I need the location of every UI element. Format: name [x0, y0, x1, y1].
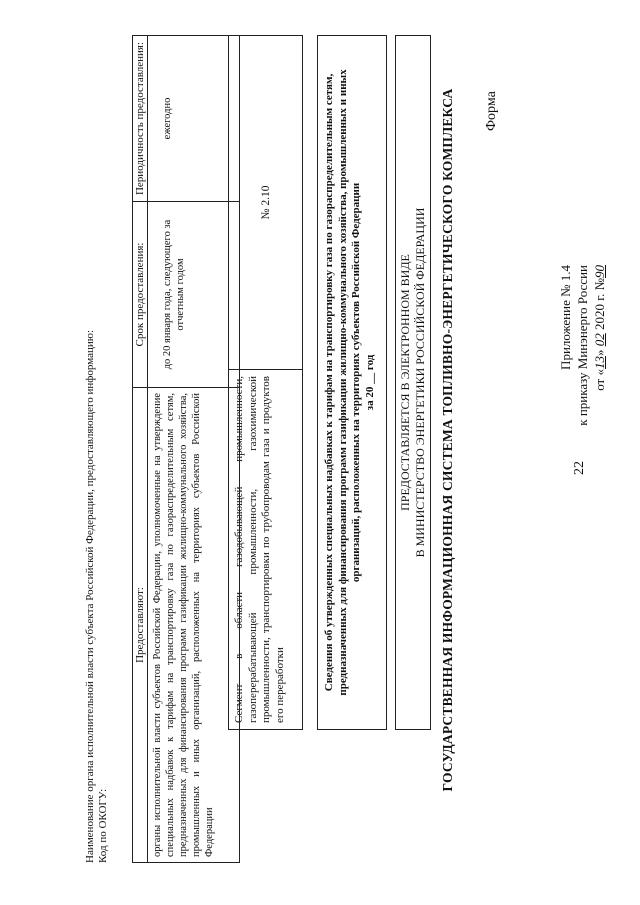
col-providers — [133, 387, 239, 862]
info-title: Сведения об утвержденных специальных надбавках к тарифам на транспортировку газа по газораспределительным сетям, предназначенных для финансирования программ газификации жилищно-коммунального хозяйства, промышленных и иных организаций, расположенных на территориях субъектов Российской Федерации — [323, 69, 362, 696]
footer-block — [84, 33, 110, 863]
segment-text: Сегмент в области газодобывающей промышленности, газоперерабатывающей промышленности, газохимической промышленности, транспортировки по трубопроводам газа и продуктов его переработки — [229, 369, 302, 729]
cell-providers: органы исполнительной власти субъектов Российской Федерации, уполномоченные на утверждение специальных надбавок к тарифам на транспортировку газа по газораспределительным сетям, предназначенных для финансирования программ газификации жилищно-коммунального хозяйства, промышленных и иных организаций, расположенных на территориях субъектов Российской Федерации — [152, 393, 215, 857]
info-year: за 20 __ год — [363, 354, 376, 411]
submission-box — [395, 35, 431, 730]
appendix-line2: к приказу Минэнерго России — [575, 265, 590, 426]
header-deadline: Срок предоставления: — [133, 202, 148, 387]
footer-okogu: Код по ОКОГУ: — [97, 788, 109, 863]
appendix-block — [557, 265, 608, 645]
segment-number: № 2.10 — [259, 185, 272, 220]
submission-table — [132, 35, 240, 863]
header-periodicity: Периодичность предоставления: — [133, 36, 148, 201]
main-title: ГОСУДАРСТВЕННАЯ ИНФОРМАЦИОННАЯ СИСТЕМА ТОПЛИВНО-ЭНЕРГЕТИЧЕСКОГО КОМПЛЕКСА — [440, 88, 455, 792]
submission-line1: ПРЕДОСТАВЛЯЕТСЯ В ЭЛЕКТРОННОМ ВИДЕ — [398, 254, 412, 511]
page-number: 22 — [572, 461, 587, 475]
info-title-box — [317, 35, 387, 730]
appendix-line3: от «13» 02 2020 г. №90 — [592, 265, 607, 391]
order-day: 13 — [592, 356, 607, 370]
order-number: 90 — [592, 265, 607, 278]
footer-org-name: Наименование органа исполнительной власти субъекта Российской Федерации, предоставляющего информацию: — [84, 329, 96, 863]
header-providers: Предоставляют: — [133, 388, 148, 862]
form-label: Форма — [484, 91, 499, 131]
col-deadline — [133, 201, 239, 387]
submission-line2: В МИНИСТЕРСТВО ЭНЕРГЕТИКИ РОССИЙСКОЙ ФЕДЕРАЦИИ — [413, 207, 427, 558]
cell-deadline: до 20 января года, следующего за отчетным годом — [162, 219, 186, 370]
order-month: 02 — [592, 333, 607, 347]
cell-periodicity: ежегодно — [162, 97, 173, 140]
appendix-line1: Приложение № 1.4 — [558, 265, 573, 370]
col-periodicity — [133, 36, 239, 201]
